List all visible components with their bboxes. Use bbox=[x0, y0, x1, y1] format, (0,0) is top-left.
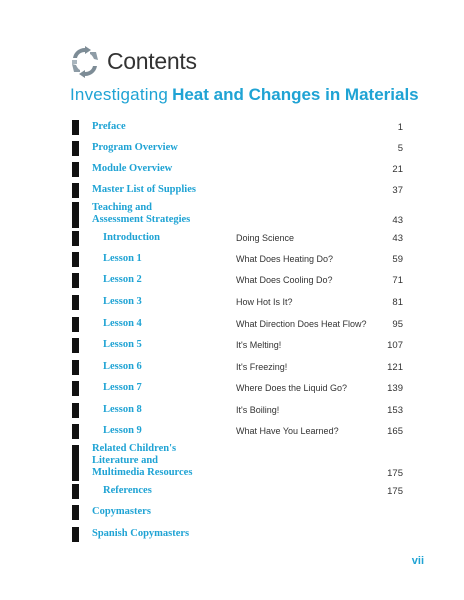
book-subtitle bbox=[70, 85, 419, 105]
entry-title[interactable]: Lesson 8 bbox=[103, 404, 142, 415]
page-number: 43 bbox=[392, 215, 403, 226]
entry-description: It's Freezing! bbox=[236, 362, 288, 372]
entry-title-line-3[interactable]: Multimedia Resources bbox=[92, 467, 193, 478]
entry-title-line-2[interactable]: Literature and bbox=[92, 455, 159, 466]
section-bar bbox=[72, 141, 79, 156]
page-number: 5 bbox=[397, 143, 403, 154]
section-bar bbox=[72, 317, 79, 332]
page-number: 81 bbox=[392, 297, 403, 308]
entry-title[interactable]: Master List of Supplies bbox=[92, 184, 196, 195]
entry-description: What Does Heating Do? bbox=[236, 254, 334, 264]
section-bar bbox=[72, 360, 79, 375]
page-folio: vii bbox=[411, 555, 424, 567]
section-bar bbox=[72, 183, 79, 198]
entry-title[interactable]: Lesson 5 bbox=[103, 339, 142, 350]
section-bar bbox=[72, 484, 79, 499]
subtitle-main: Heat and Changes in Materials bbox=[172, 85, 419, 104]
entry-title[interactable]: References bbox=[103, 485, 152, 496]
section-bar bbox=[72, 338, 79, 353]
page-number: 37 bbox=[392, 185, 403, 196]
entry-title[interactable]: Program Overview bbox=[92, 142, 178, 153]
page-number: 121 bbox=[387, 362, 403, 373]
entry-description: Doing Science bbox=[236, 233, 295, 243]
section-bar bbox=[72, 273, 79, 288]
entry-title[interactable]: Lesson 4 bbox=[103, 318, 142, 329]
page-number: 175 bbox=[387, 486, 403, 497]
section-bar bbox=[72, 231, 79, 246]
entry-title-line-1[interactable]: Teaching and bbox=[92, 202, 153, 213]
page-number: 139 bbox=[387, 383, 403, 394]
section-bar bbox=[72, 445, 79, 481]
section-bar bbox=[72, 162, 79, 177]
entry-description: It's Boiling! bbox=[236, 405, 280, 415]
section-bar bbox=[72, 527, 79, 542]
entry-title[interactable]: Lesson 7 bbox=[103, 382, 142, 393]
section-bar bbox=[72, 295, 79, 310]
entry-title[interactable]: Lesson 2 bbox=[103, 274, 142, 285]
section-bar bbox=[72, 120, 79, 135]
entry-description: Where Does the Liquid Go? bbox=[236, 383, 348, 393]
section-bar bbox=[72, 403, 79, 418]
entry-title[interactable]: Spanish Copymasters bbox=[92, 528, 190, 539]
entry-title[interactable]: Lesson 9 bbox=[103, 425, 142, 436]
section-bar bbox=[72, 202, 79, 228]
page-number: 43 bbox=[392, 233, 403, 244]
page-number: 107 bbox=[387, 340, 403, 351]
page-number: 71 bbox=[392, 275, 403, 286]
page-number: 59 bbox=[392, 254, 403, 265]
entry-description: How Hot Is It? bbox=[236, 297, 293, 307]
section-bar bbox=[72, 252, 79, 267]
page-number: 1 bbox=[397, 122, 403, 133]
entry-description: What Have You Learned? bbox=[236, 426, 339, 436]
entry-description: What Does Cooling Do? bbox=[236, 275, 333, 285]
entry-title[interactable]: Module Overview bbox=[92, 163, 173, 174]
entry-title[interactable]: Lesson 3 bbox=[103, 296, 142, 307]
entry-title-line-2[interactable]: Assessment Strategies bbox=[92, 214, 191, 225]
section-bar bbox=[72, 381, 79, 396]
entry-description: What Direction Does Heat Flow? bbox=[236, 319, 367, 329]
entry-description: It's Melting! bbox=[236, 340, 282, 350]
subtitle-prefix: Investigating bbox=[70, 85, 169, 104]
entry-title[interactable]: Copymasters bbox=[92, 506, 151, 517]
page-number: 153 bbox=[387, 405, 403, 416]
entry-title-line-1[interactable]: Related Children's bbox=[92, 443, 177, 454]
entry-title[interactable]: Preface bbox=[92, 121, 126, 132]
page-number: 175 bbox=[387, 468, 403, 479]
page-number: 165 bbox=[387, 426, 403, 437]
recycle-arrows-logo-icon bbox=[70, 46, 100, 78]
page-number: 21 bbox=[392, 164, 403, 175]
section-bar bbox=[72, 505, 79, 520]
entry-title[interactable]: Lesson 6 bbox=[103, 361, 142, 372]
entry-title[interactable]: Introduction bbox=[103, 232, 160, 243]
contents-title: Contents bbox=[107, 48, 197, 74]
entry-title[interactable]: Lesson 1 bbox=[103, 253, 142, 264]
page-number: 95 bbox=[392, 319, 403, 330]
section-bar bbox=[72, 424, 79, 439]
